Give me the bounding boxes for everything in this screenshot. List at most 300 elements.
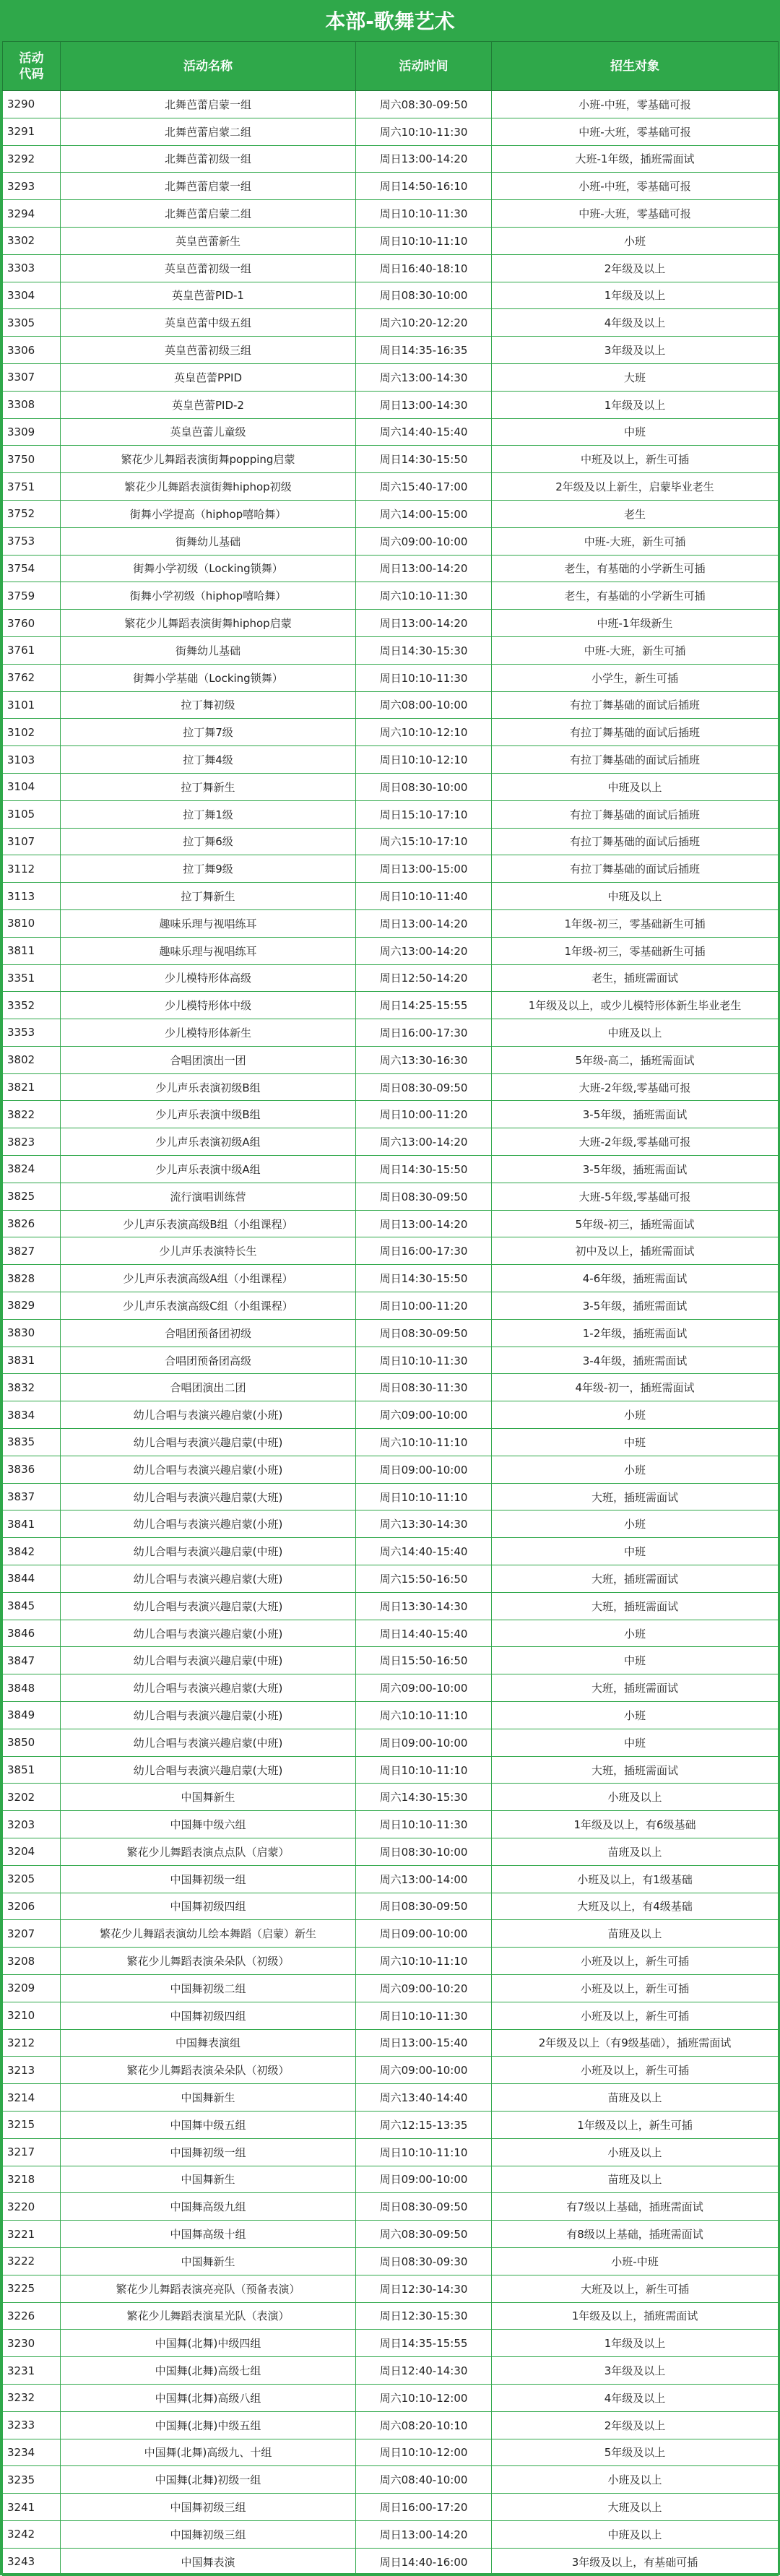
cell-target: 小班及以上，有1级基础	[492, 1865, 779, 1893]
table-row	[3, 282, 779, 309]
table-row	[3, 1046, 779, 1073]
cell-name: 少儿模特形体中级	[61, 992, 356, 1019]
cell-target: 苗班及以上	[492, 2166, 779, 2193]
table-row	[3, 446, 779, 473]
cell-code: 3760	[3, 610, 61, 637]
cell-target: 小班	[492, 1702, 779, 1729]
table-row	[3, 1865, 779, 1893]
cell-time: 周日09:00-10:00	[356, 1920, 492, 1948]
cell-time: 周六13:00-14:20	[356, 1128, 492, 1156]
cell-target: 小班	[492, 1620, 779, 1647]
table-row	[3, 1292, 779, 1320]
cell-code: 3837	[3, 1483, 61, 1510]
cell-time: 周日09:00-10:00	[356, 2166, 492, 2193]
cell-target: 1年级-初三，零基础新生可插	[492, 909, 779, 937]
cell-time: 周日10:10-11:10	[356, 2138, 492, 2166]
page-title: 本部-歌舞艺术	[2, 2, 778, 41]
cell-name: 少儿声乐表演初级A组	[61, 1128, 356, 1156]
cell-code: 3242	[3, 2520, 61, 2548]
cell-name: 合唱团预备团高级	[61, 1347, 356, 1374]
table-row	[3, 1811, 779, 1838]
cell-time: 周日13:00-15:00	[356, 855, 492, 883]
cell-name: 少儿声乐表演中级B组	[61, 1101, 356, 1128]
table-row	[3, 1210, 779, 1237]
table-row	[3, 145, 779, 173]
table-row	[3, 309, 779, 337]
cell-name: 繁花少儿舞蹈表演亮亮队（预备表演）	[61, 2275, 356, 2302]
cell-code: 3307	[3, 363, 61, 391]
cell-target: 中班-1年级新生	[492, 610, 779, 637]
cell-name: 合唱团演出二团	[61, 1374, 356, 1401]
table-row	[3, 1784, 779, 1811]
cell-target: 1年级及以上，新生可插	[492, 2111, 779, 2138]
cell-name: 少儿声乐表演中级A组	[61, 1156, 356, 1183]
cell-time: 周六14:40-15:40	[356, 1538, 492, 1565]
cell-code: 3821	[3, 1073, 61, 1101]
cell-time: 周六12:15-13:35	[356, 2111, 492, 2138]
cell-time: 周六10:10-11:10	[356, 1429, 492, 1456]
cell-name: 街舞幼儿基础	[61, 527, 356, 555]
cell-target: 小班及以上	[492, 1784, 779, 1811]
cell-name: 幼儿合唱与表演兴趣启蒙(中班)	[61, 1538, 356, 1565]
cell-target: 大班，插班需面试	[492, 1565, 779, 1593]
cell-code: 3213	[3, 2057, 61, 2084]
table-row	[3, 2111, 779, 2138]
cell-target: 小班及以上	[492, 2138, 779, 2166]
cell-code: 3112	[3, 855, 61, 883]
cell-code: 3225	[3, 2275, 61, 2302]
cell-time: 周六09:00-10:00	[356, 2057, 492, 2084]
table-row	[3, 2302, 779, 2330]
cell-code: 3810	[3, 909, 61, 937]
cell-time: 周六08:30-09:50	[356, 91, 492, 118]
cell-time: 周日08:30-10:00	[356, 282, 492, 309]
cell-time: 周日12:40-14:30	[356, 2357, 492, 2385]
cell-target: 2年级及以上	[492, 254, 779, 282]
table-row	[3, 2002, 779, 2029]
cell-code: 3293	[3, 173, 61, 200]
cell-code: 3221	[3, 2221, 61, 2248]
table-row	[3, 1592, 779, 1620]
cell-time: 周日08:30-10:00	[356, 1838, 492, 1866]
cell-code: 3850	[3, 1729, 61, 1756]
cell-target: 1年级及以上，有6级基础	[492, 1811, 779, 1838]
table-row	[3, 1156, 779, 1183]
cell-code: 3202	[3, 1784, 61, 1811]
cell-target: 小班及以上	[492, 2466, 779, 2494]
table-row	[3, 1073, 779, 1101]
cell-name: 街舞小学提高（hiphop嘻哈舞）	[61, 500, 356, 527]
header-target-label: 招生对象	[610, 59, 659, 74]
cell-target: 中班	[492, 1429, 779, 1456]
cell-name: 北舞芭蕾启蒙二组	[61, 200, 356, 228]
cell-time: 周六13:00-14:20	[356, 937, 492, 964]
table-row	[3, 2029, 779, 2057]
table-row	[3, 582, 779, 610]
cell-time: 周日09:00-10:00	[356, 1456, 492, 1483]
table-row	[3, 2193, 779, 2221]
cell-name: 幼儿合唱与表演兴趣启蒙(大班)	[61, 1483, 356, 1510]
cell-time: 周日14:25-15:55	[356, 992, 492, 1019]
cell-name: 中国舞新生	[61, 1784, 356, 1811]
cell-code: 3841	[3, 1510, 61, 1538]
cell-time: 周日10:10-11:10	[356, 1483, 492, 1510]
cell-target: 老生，有基础的小学新生可插	[492, 582, 779, 610]
cell-time: 周日08:30-09:30	[356, 2247, 492, 2275]
table-row	[3, 2330, 779, 2357]
cell-name: 拉丁舞9级	[61, 855, 356, 883]
cell-code: 3103	[3, 746, 61, 774]
cell-target: 5年级-初三，插班需面试	[492, 1210, 779, 1237]
table-row	[3, 773, 779, 800]
cell-time: 周六13:00-14:00	[356, 1865, 492, 1893]
cell-code: 3351	[3, 964, 61, 992]
cell-name: 中国舞(北舞)高级九、十组	[61, 2439, 356, 2466]
cell-code: 3292	[3, 145, 61, 173]
cell-name: 英皇芭蕾PID-1	[61, 282, 356, 309]
cell-time: 周六15:50-16:50	[356, 1565, 492, 1593]
cell-code: 3303	[3, 254, 61, 282]
cell-target: 小班	[492, 227, 779, 254]
cell-target: 2年级及以上新生，启蒙毕业老生	[492, 473, 779, 501]
cell-time: 周日14:30-15:50	[356, 446, 492, 473]
table-row	[3, 1347, 779, 1374]
table-row	[3, 1319, 779, 1347]
table-row	[3, 1483, 779, 1510]
cell-target: 小班及以上，新生可插	[492, 2057, 779, 2084]
cell-time: 周日10:10-11:10	[356, 1756, 492, 1784]
cell-target: 老生，插班需面试	[492, 964, 779, 992]
cell-code: 3309	[3, 418, 61, 446]
cell-time: 周日13:30-14:30	[356, 1592, 492, 1620]
table-body	[3, 91, 779, 2576]
cell-code: 3829	[3, 1292, 61, 1320]
cell-time: 周日14:50-16:10	[356, 173, 492, 200]
cell-time: 周六10:10-12:00	[356, 2384, 492, 2411]
cell-time: 周日14:40-16:00	[356, 2548, 492, 2575]
cell-code: 3233	[3, 2411, 61, 2439]
cell-time: 周六13:30-16:30	[356, 1046, 492, 1073]
table-row	[3, 800, 779, 828]
cell-code: 3104	[3, 773, 61, 800]
cell-name: 幼儿合唱与表演兴趣启蒙(大班)	[61, 1565, 356, 1593]
cell-code: 3306	[3, 337, 61, 364]
cell-name: 中国舞初级二组	[61, 1974, 356, 2002]
cell-name: 合唱团预备团初级	[61, 1319, 356, 1347]
table-row	[3, 118, 779, 145]
cell-name: 拉丁舞新生	[61, 773, 356, 800]
cell-target: 小班及以上，新生可插	[492, 1948, 779, 1975]
cell-target: 3年级及以上	[492, 337, 779, 364]
cell-time: 周六14:30-15:30	[356, 1784, 492, 1811]
cell-code: 3308	[3, 391, 61, 418]
table-row	[3, 173, 779, 200]
header-name	[61, 42, 356, 91]
cell-code: 3232	[3, 2384, 61, 2411]
cell-code: 3302	[3, 227, 61, 254]
cell-time: 周日08:30-09:50	[356, 2193, 492, 2221]
table-row	[3, 992, 779, 1019]
cell-name: 趣味乐理与视唱练耳	[61, 909, 356, 937]
cell-target: 有拉丁舞基础的面试后插班	[492, 719, 779, 746]
cell-name: 少儿声乐表演高级C组（小组课程）	[61, 1292, 356, 1320]
cell-time: 周日16:00-17:20	[356, 2494, 492, 2521]
cell-time: 周日14:40-15:40	[356, 1620, 492, 1647]
cell-target: 中班	[492, 418, 779, 446]
cell-name: 北舞芭蕾启蒙一组	[61, 91, 356, 118]
cell-code: 3102	[3, 719, 61, 746]
cell-time: 周六09:00-10:00	[356, 1401, 492, 1429]
cell-name: 繁花少儿舞蹈表演街舞popping启蒙	[61, 446, 356, 473]
table-row	[3, 2439, 779, 2466]
cell-time: 周日15:10-17:10	[356, 800, 492, 828]
cell-code: 3834	[3, 1401, 61, 1429]
cell-time: 周日14:35-15:55	[356, 2330, 492, 2357]
cell-target: 小班	[492, 1510, 779, 1538]
header-time-label: 活动时间	[399, 59, 448, 74]
table-row	[3, 1128, 779, 1156]
cell-name: 中国舞中级六组	[61, 1811, 356, 1838]
cell-code: 3831	[3, 1347, 61, 1374]
cell-time: 周日10:10-11:30	[356, 1811, 492, 1838]
cell-code: 3241	[3, 2494, 61, 2521]
cell-code: 3846	[3, 1620, 61, 1647]
table-row	[3, 909, 779, 937]
table-row	[3, 2084, 779, 2112]
cell-target: 中班-大班，新生可插	[492, 636, 779, 664]
table-row	[3, 691, 779, 719]
cell-code: 3826	[3, 1210, 61, 1237]
cell-name: 少儿声乐表演高级B组（小组课程）	[61, 1210, 356, 1237]
cell-target: 中班及以上，新生可插	[492, 446, 779, 473]
table-row	[3, 1374, 779, 1401]
cell-target: 大班，插班需面试	[492, 1674, 779, 1702]
table-row	[3, 418, 779, 446]
cell-name: 合唱团演出一团	[61, 1046, 356, 1073]
cell-name: 英皇芭蕾PID-2	[61, 391, 356, 418]
cell-target: 小班	[492, 1401, 779, 1429]
cell-code: 3835	[3, 1429, 61, 1456]
cell-name: 中国舞初级三组	[61, 2520, 356, 2548]
table-row	[3, 1920, 779, 1948]
cell-name: 中国舞初级四组	[61, 1893, 356, 1920]
cell-target: 中班	[492, 1647, 779, 1674]
table-row	[3, 555, 779, 582]
cell-code: 3849	[3, 1702, 61, 1729]
cell-time: 周日13:00-14:20	[356, 2520, 492, 2548]
cell-name: 拉丁舞7级	[61, 719, 356, 746]
cell-name: 中国舞新生	[61, 2084, 356, 2112]
cell-time: 周日13:00-14:20	[356, 555, 492, 582]
cell-code: 3206	[3, 1893, 61, 1920]
cell-name: 少儿模特形体新生	[61, 1019, 356, 1047]
table-row	[3, 254, 779, 282]
cell-time: 周日15:50-16:50	[356, 1647, 492, 1674]
cell-target: 大班，插班需面试	[492, 1756, 779, 1784]
table-row	[3, 855, 779, 883]
cell-target: 大班-2年级,零基础可报	[492, 1073, 779, 1101]
cell-name: 流行演唱训练营	[61, 1183, 356, 1210]
cell-name: 幼儿合唱与表演兴趣启蒙(中班)	[61, 1429, 356, 1456]
cell-target: 3-4年级，插班需面试	[492, 1347, 779, 1374]
cell-name: 拉丁舞6级	[61, 828, 356, 855]
cell-target: 小学生，新生可插	[492, 664, 779, 691]
table-row	[3, 2384, 779, 2411]
header-time	[356, 42, 492, 91]
cell-code: 3851	[3, 1756, 61, 1784]
cell-target: 4年级及以上	[492, 2384, 779, 2411]
cell-code: 3827	[3, 1237, 61, 1265]
cell-name: 中国舞高级十组	[61, 2221, 356, 2248]
cell-target: 小班-中班，零基础可报	[492, 173, 779, 200]
cell-target: 中班及以上	[492, 2520, 779, 2548]
cell-time: 周日13:00-15:40	[356, 2029, 492, 2057]
cell-target: 小班及以上，新生可插	[492, 2002, 779, 2029]
cell-name: 英皇芭蕾儿童级	[61, 418, 356, 446]
cell-code: 3234	[3, 2439, 61, 2466]
table-row	[3, 610, 779, 637]
cell-time: 周六08:40-10:00	[356, 2466, 492, 2494]
table-row	[3, 2138, 779, 2166]
table-row	[3, 2466, 779, 2494]
cell-code: 3825	[3, 1183, 61, 1210]
cell-code: 3203	[3, 1811, 61, 1838]
cell-time: 周日08:30-11:30	[356, 1374, 492, 1401]
cell-target: 中班	[492, 1729, 779, 1756]
cell-code: 3220	[3, 2193, 61, 2221]
cell-target: 中班-大班，零基础可报	[492, 200, 779, 228]
cell-time: 周日16:00-17:30	[356, 1237, 492, 1265]
table-row	[3, 1538, 779, 1565]
cell-code: 3750	[3, 446, 61, 473]
cell-target: 中班-大班，零基础可报	[492, 118, 779, 145]
table-row	[3, 473, 779, 501]
cell-code: 3226	[3, 2302, 61, 2330]
cell-name: 中国舞中级五组	[61, 2111, 356, 2138]
cell-target: 大班及以上，有4级基础	[492, 1893, 779, 1920]
cell-code: 3305	[3, 309, 61, 337]
cell-name: 幼儿合唱与表演兴趣启蒙(小班)	[61, 1702, 356, 1729]
cell-code: 3762	[3, 664, 61, 691]
cell-name: 英皇芭蕾中级五组	[61, 309, 356, 337]
cell-name: 街舞小学初级（Locking锁舞）	[61, 555, 356, 582]
cell-name: 幼儿合唱与表演兴趣启蒙(大班)	[61, 1756, 356, 1784]
cell-name: 拉丁舞4级	[61, 746, 356, 774]
cell-code: 3105	[3, 800, 61, 828]
cell-code: 3811	[3, 937, 61, 964]
table-row	[3, 1429, 779, 1456]
cell-time: 周六10:10-11:10	[356, 1948, 492, 1975]
cell-target: 1年级-初三，零基础新生可插	[492, 937, 779, 964]
cell-target: 小班	[492, 1456, 779, 1483]
cell-time: 周六14:40-15:40	[356, 418, 492, 446]
table-row	[3, 937, 779, 964]
cell-time: 周六09:00-10:00	[356, 527, 492, 555]
cell-name: 英皇芭蕾初级一组	[61, 254, 356, 282]
table-row	[3, 2548, 779, 2575]
cell-time: 周日10:00-11:20	[356, 1292, 492, 1320]
cell-code: 3761	[3, 636, 61, 664]
cell-time: 周日13:00-14:20	[356, 1210, 492, 1237]
cell-target: 中班-大班，新生可插	[492, 527, 779, 555]
cell-time: 周日08:30-10:00	[356, 773, 492, 800]
cell-code: 3290	[3, 91, 61, 118]
cell-code: 3824	[3, 1156, 61, 1183]
table-row	[3, 1838, 779, 1866]
cell-code: 3759	[3, 582, 61, 610]
cell-time: 周日10:10-11:40	[356, 883, 492, 910]
cell-time: 周日08:30-09:50	[356, 1893, 492, 1920]
cell-name: 北舞芭蕾启蒙一组	[61, 173, 356, 200]
cell-target: 5年级及以上	[492, 2439, 779, 2466]
cell-code: 3802	[3, 1046, 61, 1073]
cell-target: 大班及以上，新生可插	[492, 2275, 779, 2302]
table-row	[3, 337, 779, 364]
table-row	[3, 227, 779, 254]
table-row	[3, 1674, 779, 1702]
cell-name: 街舞小学基础（Locking锁舞）	[61, 664, 356, 691]
cell-target: 大班，插班需面试	[492, 1592, 779, 1620]
cell-target: 大班及以上	[492, 2494, 779, 2521]
cell-target: 1年级及以上，或少儿模特形体新生毕业老生	[492, 992, 779, 1019]
cell-time: 周日10:10-12:00	[356, 2439, 492, 2466]
table-row	[3, 636, 779, 664]
cell-name: 幼儿合唱与表演兴趣启蒙(小班)	[61, 1401, 356, 1429]
cell-code: 3828	[3, 1265, 61, 1292]
table-row	[3, 1974, 779, 2002]
cell-name: 少儿声乐表演高级A组（小组课程）	[61, 1265, 356, 1292]
table-row	[3, 2275, 779, 2302]
cell-code: 3230	[3, 2330, 61, 2357]
cell-time: 周日10:10-11:10	[356, 227, 492, 254]
cell-target: 中班及以上	[492, 773, 779, 800]
cell-name: 英皇芭蕾PPID	[61, 363, 356, 391]
cell-code: 3212	[3, 2029, 61, 2057]
cell-time: 周日08:30-09:50	[356, 1183, 492, 1210]
table-row	[3, 1401, 779, 1429]
cell-time: 周六10:10-11:30	[356, 582, 492, 610]
cell-target: 苗班及以上	[492, 2084, 779, 2112]
cell-name: 幼儿合唱与表演兴趣启蒙(大班)	[61, 1592, 356, 1620]
table-row	[3, 2411, 779, 2439]
cell-code: 3832	[3, 1374, 61, 1401]
table-row	[3, 964, 779, 992]
cell-time: 周日10:10-11:30	[356, 2002, 492, 2029]
cell-code: 3243	[3, 2548, 61, 2575]
cell-name: 中国舞初级一组	[61, 2138, 356, 2166]
table-row	[3, 883, 779, 910]
cell-code: 3753	[3, 527, 61, 555]
table-row	[3, 1948, 779, 1975]
cell-name: 中国舞(北舞)高级八组	[61, 2384, 356, 2411]
cell-code: 3294	[3, 200, 61, 228]
cell-name: 繁花少儿舞蹈表演点点队（启蒙）	[61, 1838, 356, 1866]
cell-code: 3822	[3, 1101, 61, 1128]
cell-code: 3222	[3, 2247, 61, 2275]
cell-target: 中班及以上	[492, 1019, 779, 1047]
cell-code: 3210	[3, 2002, 61, 2029]
cell-code: 3214	[3, 2084, 61, 2112]
cell-target: 3-5年级，插班需面试	[492, 1292, 779, 1320]
cell-name: 少儿声乐表演初级B组	[61, 1073, 356, 1101]
cell-name: 繁花少儿舞蹈表演星光队（表演）	[61, 2302, 356, 2330]
cell-target: 1-2年级，插班需面试	[492, 1319, 779, 1347]
cell-time: 周日14:30-15:50	[356, 1156, 492, 1183]
cell-time: 周日12:30-15:30	[356, 2302, 492, 2330]
table-row	[3, 1183, 779, 1210]
cell-name: 中国舞初级四组	[61, 2002, 356, 2029]
cell-target: 大班-2年级,零基础可报	[492, 1128, 779, 1156]
